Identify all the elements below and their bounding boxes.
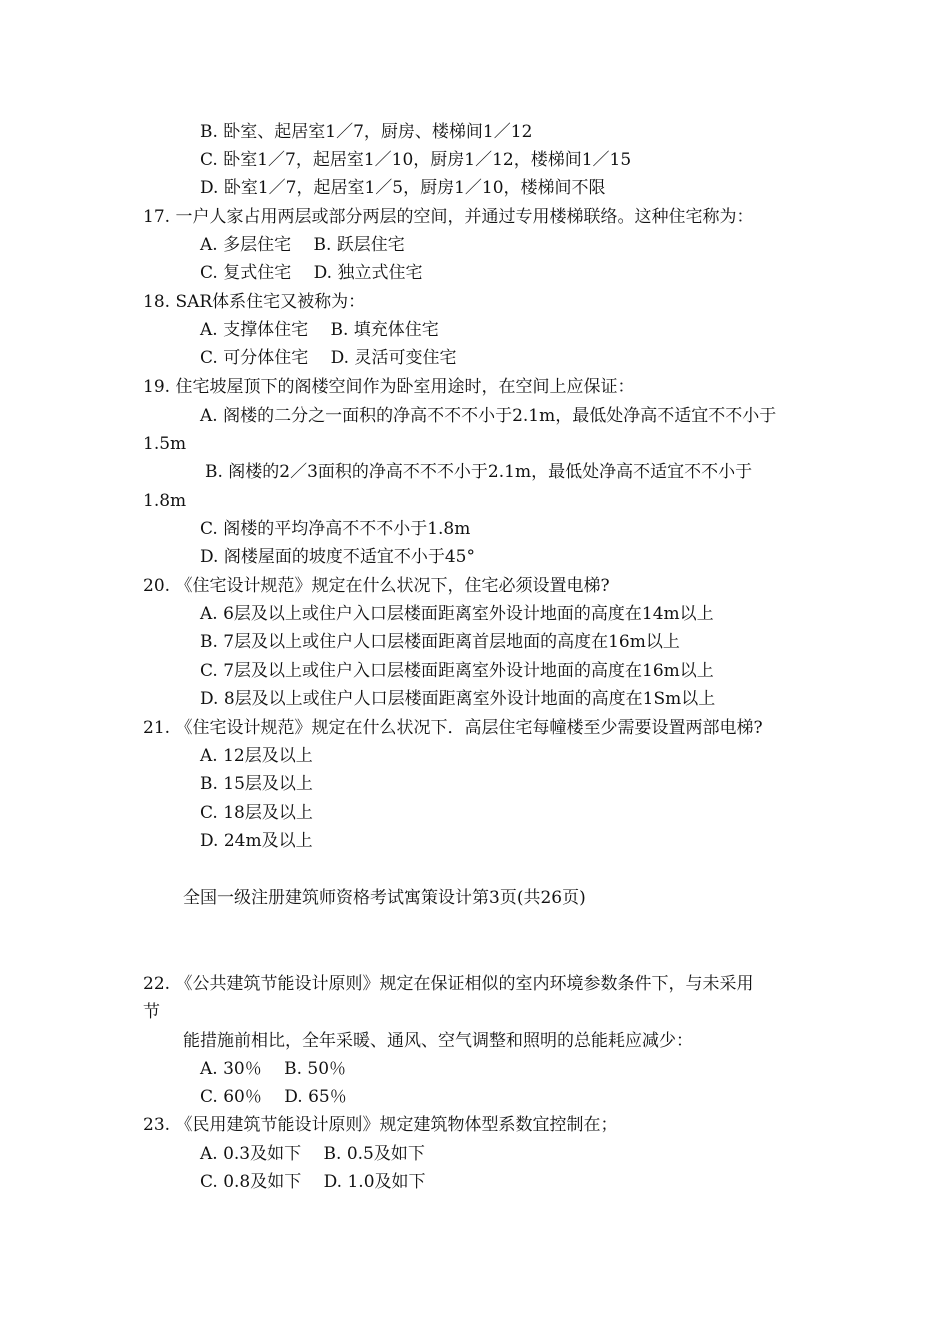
question-22-cont: 能措施前相比，全年采暖、通风、空气调整和照明的总能耗应减少：	[183, 1031, 693, 1051]
option-19d: D. 阁楼屋面的坡度不适宜不小于45°	[200, 547, 475, 567]
question-22: 22. 《公共建筑节能设计原则》规定在保证相似的室内环境参数条件下，与未采用	[143, 974, 754, 994]
question-18: 18. SAR体系住宅又被称为：	[143, 292, 366, 312]
option-16c: C. 卧室1／7，起居室1／10，厨房1／12，楼梯间1／15	[200, 150, 632, 170]
option-19b-cont: 1.8m	[143, 491, 187, 511]
question-21: 21. 《住宅设计规范》规定在什么状况下．高层住宅每幢楼至少需要设置两部电梯?	[143, 718, 763, 738]
option-20b: B. 7层及以上或住户人口层楼面距离首层地面的高度在16m以上	[200, 632, 680, 652]
option-21c: C. 18层及以上	[200, 803, 313, 823]
question-22-wrap: 节	[143, 1002, 160, 1022]
options-18-cd: C. 可分体住宅 D. 灵活可变住宅	[200, 348, 457, 368]
options-18-ab: A. 支撑体住宅 B. 填充体住宅	[200, 320, 439, 340]
option-21a: A. 12层及以上	[200, 746, 313, 766]
options-17-cd: C. 复式住宅 D. 独立式住宅	[200, 263, 423, 283]
option-19b: B. 阁楼的2／3面积的净高不不不小于2.1m，最低处净高不适宜不不小于	[205, 462, 753, 482]
options-23-cd: C. 0.8及如下 D. 1.0及如下	[200, 1172, 426, 1192]
question-20: 20. 《住宅设计规范》规定在什么状况下，住宅必须设置电梯?	[143, 576, 610, 596]
options-17-ab: A. 多层住宅 B. 跃层住宅	[200, 235, 405, 255]
question-17: 17. 一户人家占用两层或部分两层的空间，并通过专用楼梯联络。这种住宅称为：	[143, 207, 754, 227]
option-19c: C. 阁楼的平均净高不不不小于1.8m	[200, 519, 471, 539]
options-22-cd: C. 60％ D. 65％	[200, 1087, 347, 1107]
question-23: 23. 《民用建筑节能设计原则》规定建筑物体型系数宜控制在；	[143, 1115, 618, 1135]
option-16b: B. 卧室、起居室1／7，厨房、楼梯间1／12	[200, 122, 533, 142]
option-20d: D. 8层及以上或住户人口层楼面距离室外设计地面的高度在1Sm以上	[200, 689, 716, 709]
options-22-ab: A. 30％ B. 50％	[200, 1059, 347, 1079]
page-footer: 全国一级注册建筑师资格考试寓策设计第3页(共26页)	[183, 888, 586, 908]
option-20c: C. 7层及以上或住户入口层楼面距离室外设计地面的高度在16m以上	[200, 661, 714, 681]
option-19a-cont: 1.5m	[143, 434, 187, 454]
option-21d: D. 24m及以上	[200, 831, 313, 851]
options-23-ab: A. 0.3及如下 B. 0.5及如下	[200, 1144, 425, 1164]
option-21b: B. 15层及以上	[200, 774, 313, 794]
option-16d: D. 卧室1／7，起居室1／5，厨房1／10，楼梯间不限	[200, 178, 606, 198]
option-19a: A. 阁楼的二分之一面积的净高不不不小于2.1m，最低处净高不适宜不不小于	[200, 406, 777, 426]
question-19: 19. 住宅坡屋顶下的阁楼空间作为卧室用途时，在空间上应保证：	[143, 377, 635, 397]
option-20a: A. 6层及以上或住户入口层楼面距离室外设计地面的高度在14m以上	[200, 604, 714, 624]
